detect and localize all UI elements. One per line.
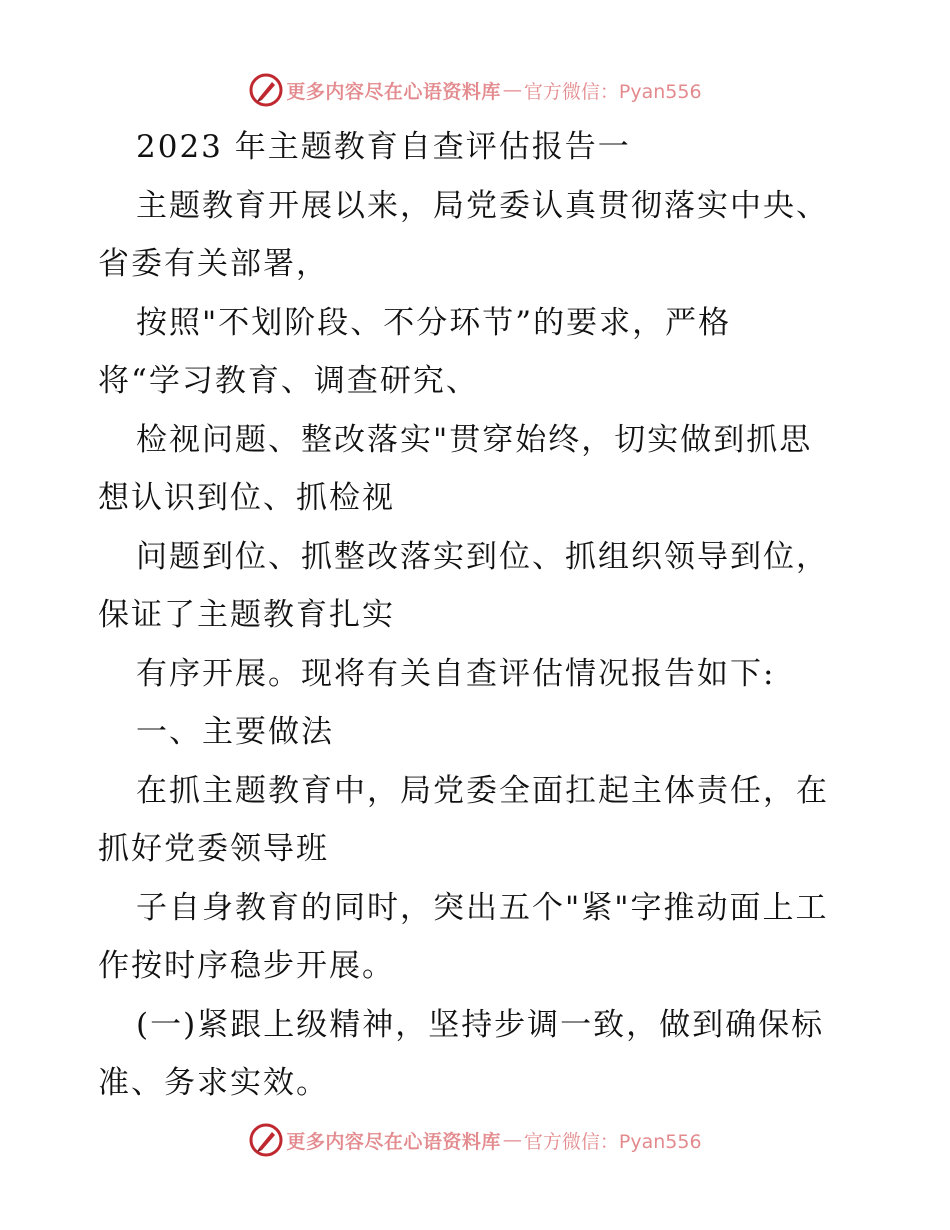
watermark-banner-bottom bbox=[0, 1120, 950, 1160]
paragraph-line: 在抓主题教育中，局党委全面扛起主体责任，在 bbox=[136, 772, 829, 809]
paragraph-line: 主题教育开展以来，局党委认真贯彻落实中央、 bbox=[136, 187, 829, 224]
watermark-contact: 官方微信：Pyan556 bbox=[523, 80, 702, 103]
paragraph-line: 有序开展。现将有关自查评估情况报告如下: bbox=[136, 655, 776, 692]
document-body bbox=[98, 118, 858, 1113]
watermark-text: 更多内容尽在心语资料库 bbox=[286, 1130, 501, 1153]
watermark-text: 更多内容尽在心语资料库 bbox=[286, 80, 501, 103]
pen-logo-icon bbox=[248, 1122, 284, 1158]
subsection-heading: (一)紧跟上级精神，坚持步调一致，做到确保标 bbox=[136, 1006, 825, 1043]
paragraph-line: 作按时序稳步开展。 bbox=[98, 948, 395, 984]
paragraph-line: 检视问题、整改落实"贯穿始终，切实做到抓思 bbox=[136, 421, 813, 458]
watermark-banner-top bbox=[0, 70, 950, 110]
paragraph-line: 问题到位、抓整改落实到位、抓组织领导到位， bbox=[136, 538, 829, 575]
paragraph-line: 省委有关部署， bbox=[98, 246, 329, 282]
section-heading: 一、主要做法 bbox=[136, 714, 334, 750]
watermark-separator: — bbox=[502, 1129, 522, 1151]
document-title: 2023 年主题教育自查评估报告一 bbox=[136, 129, 631, 165]
pen-logo-icon bbox=[248, 72, 284, 108]
paragraph-line: 想认识到位、抓检视 bbox=[98, 480, 395, 516]
paragraph-line: 子自身教育的同时，突出五个"紧"字推动面上工 bbox=[136, 889, 829, 926]
watermark-contact: 官方微信：Pyan556 bbox=[523, 1130, 702, 1153]
paragraph-line: 保证了主题教育扎实 bbox=[98, 597, 395, 633]
paragraph-line: 准、务求实效。 bbox=[98, 1065, 329, 1101]
watermark-separator: — bbox=[502, 79, 522, 101]
paragraph-line: 抓好党委领导班 bbox=[98, 831, 329, 867]
paragraph-line: 将“学习教育、调查研究、 bbox=[98, 363, 479, 399]
paragraph-line: 按照"不划阶段、不分环节”的要求，严格 bbox=[136, 304, 732, 341]
